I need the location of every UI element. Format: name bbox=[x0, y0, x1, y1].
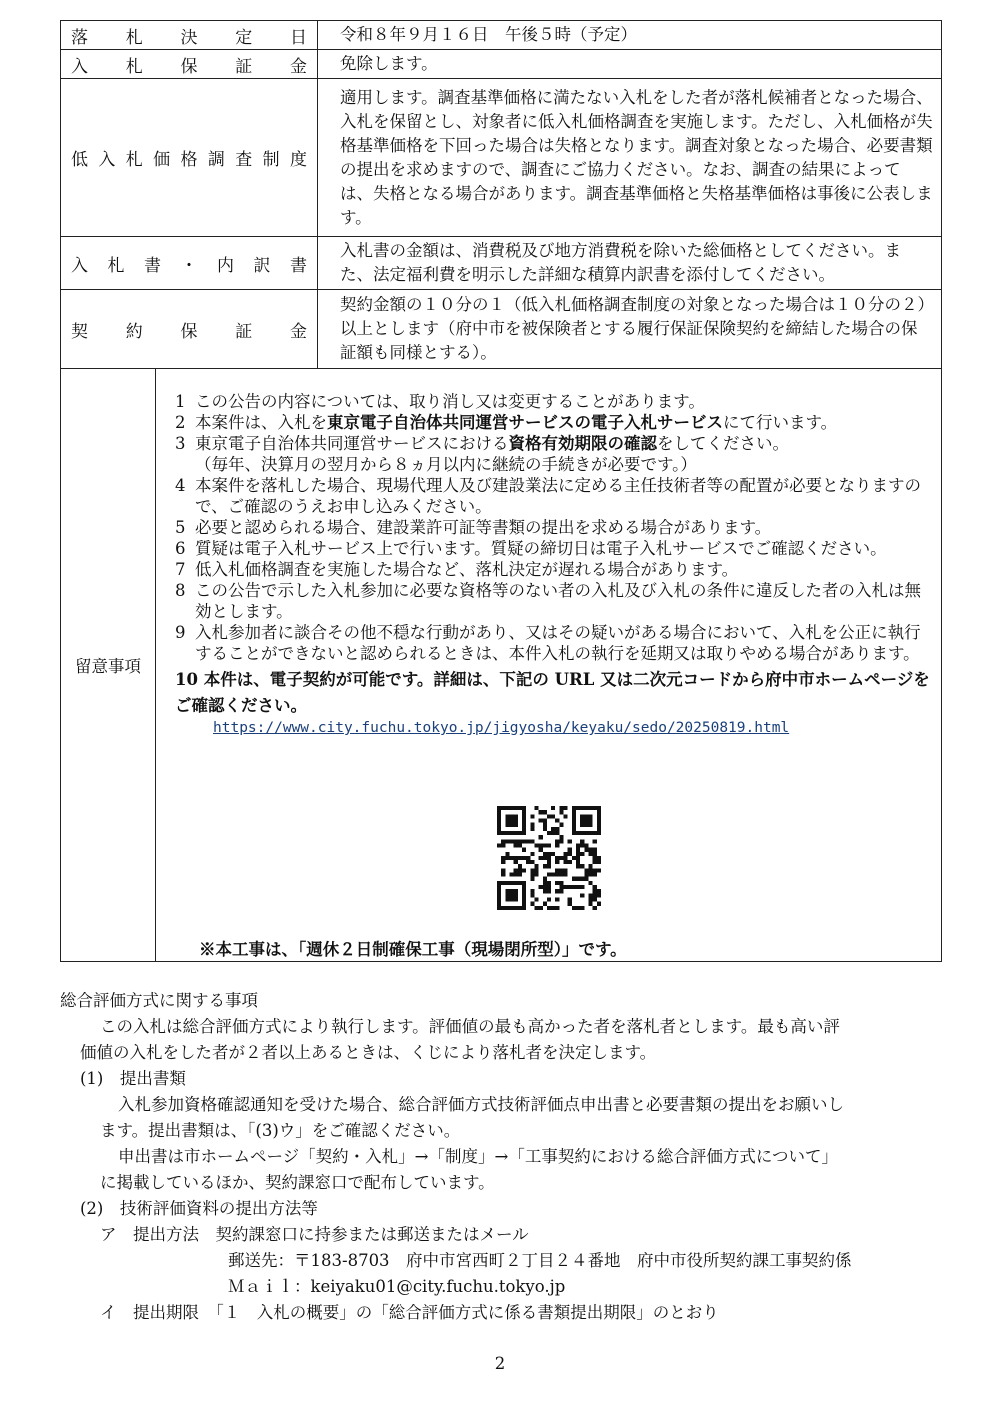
note-number: 7 bbox=[175, 560, 186, 579]
label-char: 約 bbox=[125, 321, 143, 342]
label-char: 金 bbox=[290, 56, 307, 77]
paragraph-line: この入札は総合評価方式により執行します。評価値の最も高かった者を落札者とします。最も高い評 bbox=[100, 1017, 840, 1036]
note-number: 8 bbox=[175, 581, 186, 600]
spread-label bbox=[71, 317, 307, 342]
row-label bbox=[61, 21, 318, 50]
subsection-heading: (1) 提出書類 bbox=[80, 1069, 186, 1088]
note-number: 10 bbox=[175, 670, 198, 689]
note-text: この公告で示した入札参加に必要な資格等のない者の入札及び入札の条件に違反した者の入札は無効とします。 bbox=[195, 581, 921, 621]
notes-section bbox=[60, 369, 942, 962]
table-row bbox=[61, 21, 942, 50]
note-text: 本件は、電子契約が可能です。詳細は、下記の URL 又は二次元コードから府中市ホームページをご確認ください。 bbox=[175, 670, 930, 715]
qr-code-icon bbox=[497, 806, 601, 910]
notes-label: 留意事項 bbox=[61, 369, 156, 961]
table-row bbox=[61, 50, 942, 79]
row-label bbox=[61, 79, 318, 237]
mailing-address: 郵送先：〒183-8703 府中市宮西町２丁目２４番地 府中市役所契約課工事契約係 bbox=[228, 1251, 852, 1270]
note-number: 3 bbox=[175, 434, 186, 453]
row-label bbox=[61, 50, 318, 79]
spread-label bbox=[71, 145, 307, 170]
note-emphasis: 東京電子自治体共同運営サービスの電子入札サービス bbox=[327, 413, 723, 432]
label-char: 書 bbox=[290, 255, 307, 276]
note-text: 入札参加者に談合その他不穏な行動があり、又はその疑いがある場合において、入札を公正に執行することができないと認められるときは、本件入札の執行を延期又は取りやめる場合があります。 bbox=[195, 623, 921, 663]
note-item bbox=[175, 391, 935, 412]
note-item bbox=[175, 667, 935, 719]
row-label bbox=[61, 290, 318, 369]
label-char: 日 bbox=[290, 27, 307, 48]
row-value: 入札書の金額は、消費税及び地方消費税を除いた総価格としてください。また、法定福利費を明示した詳細な積算内訳書を添付してください。 bbox=[318, 237, 942, 290]
note-text: 必要と認められる場合、建設業許可証等書類の提出を求める場合があります。 bbox=[195, 518, 772, 537]
label-char: 札 bbox=[125, 27, 143, 48]
note-item bbox=[175, 475, 935, 517]
label-char: 札 bbox=[125, 56, 143, 77]
subsection-heading: (2) 技術評価資料の提出方法等 bbox=[80, 1199, 318, 1218]
note-subtext: （毎年、決算月の翌月から８ヵ月以内に継続の手続きが必要です。） bbox=[195, 455, 697, 474]
label-char: 入 bbox=[71, 56, 88, 77]
row-value: 契約金額の１０分の１（低入札価格調査制度の対象となった場合は１０分の２）以上とします（府中市を被保険者とする履行保証保険契約を締結した場合の保証額も同様とする）。 bbox=[318, 290, 942, 369]
evaluation-section bbox=[60, 988, 940, 1326]
row-label bbox=[61, 237, 318, 290]
note-item bbox=[175, 433, 935, 454]
row-value: 免除します。 bbox=[318, 50, 942, 79]
label-char: 定 bbox=[235, 27, 253, 48]
paragraph-line: 価値の入札をした者が２者以上あるときは、くじにより落札者を決定します。 bbox=[80, 1043, 657, 1062]
label-char: 格 bbox=[180, 150, 198, 170]
table-row bbox=[61, 290, 942, 369]
label-char: 内 bbox=[217, 255, 234, 276]
label-char: 書 bbox=[144, 255, 161, 276]
page-number: 2 bbox=[494, 1354, 506, 1373]
note-item bbox=[175, 580, 935, 622]
note-number: 2 bbox=[175, 413, 186, 432]
note-text: 質疑は電子入札サービス上で行います。質疑の締切日は電子入札サービスでご確認ください。 bbox=[195, 539, 887, 558]
label-char: 金 bbox=[290, 321, 307, 342]
paragraph-line: に掲載しているほか、契約課窓口で配布しています。 bbox=[100, 1173, 495, 1192]
note-item bbox=[175, 622, 935, 664]
label-char: 度 bbox=[290, 150, 307, 170]
section-heading: 総合評価方式に関する事項 bbox=[60, 991, 258, 1010]
table-row bbox=[61, 79, 942, 237]
note-item bbox=[175, 538, 935, 559]
label-char: 査 bbox=[235, 150, 253, 170]
note-text-part: 東京電子自治体共同運営サービスにおける bbox=[195, 434, 509, 453]
note-number: 1 bbox=[175, 392, 186, 411]
paragraph-line: 申出書は市ホームページ「契約・入札」→「制度」→「工事契約における総合評価方式について」 bbox=[118, 1147, 838, 1166]
list-item: ア 提出方法 契約課窓口に持参または郵送またはメール bbox=[100, 1225, 529, 1244]
note-text-part: 本案件は、入札を bbox=[195, 413, 327, 432]
note-text bbox=[195, 433, 935, 454]
spread-label bbox=[71, 251, 307, 276]
note-number: 5 bbox=[175, 518, 186, 537]
label-char: 証 bbox=[235, 321, 253, 342]
label-char: 制 bbox=[262, 150, 280, 170]
label-char: 入 bbox=[98, 150, 116, 170]
label-char: ・ bbox=[180, 255, 198, 276]
note-number: 9 bbox=[175, 623, 186, 642]
label-char: 保 bbox=[180, 321, 198, 342]
note-item bbox=[175, 559, 935, 580]
notice-text: ※本工事は、「週休２日制確保工事（現場閉所型）」です。 bbox=[199, 940, 627, 959]
row-value: 令和８年９月１６日 午後５時（予定） bbox=[318, 21, 942, 50]
label-char: 保 bbox=[180, 56, 198, 77]
note-text-part: にて行います。 bbox=[723, 413, 838, 432]
label-char: 調 bbox=[207, 150, 225, 170]
label-char: 決 bbox=[180, 27, 198, 48]
label-char: 訳 bbox=[253, 255, 271, 276]
label-char: 低 bbox=[71, 150, 88, 170]
email-address: Ｍａｉｌ：keiyaku01@city.fuchu.tokyo.jp bbox=[228, 1277, 566, 1296]
homepage-link[interactable]: https://www.city.fuchu.tokyo.jp/jigyosha/keyaku/sedo/20250819.html bbox=[213, 720, 790, 736]
label-char: 証 bbox=[235, 56, 253, 77]
label-char: 札 bbox=[125, 150, 143, 170]
label-char: 落 bbox=[71, 27, 88, 48]
paragraph-line: 入札参加資格確認通知を受けた場合、総合評価方式技術評価点申出書と必要書類の提出をお願いし bbox=[118, 1095, 844, 1114]
note-text: 本案件を落札した場合、現場代理人及び建設業法に定める主任技術者等の配置が必要となりますので、ご確認のうえお申し込みください。 bbox=[195, 476, 921, 516]
list-item: イ 提出期限 「１ 入札の概要」の「総合評価方式に係る書類提出期限」のとおり bbox=[100, 1303, 719, 1322]
note-text bbox=[195, 412, 935, 433]
note-item bbox=[175, 517, 935, 538]
notes-list bbox=[175, 391, 935, 736]
note-text-part: をしてください。 bbox=[657, 434, 789, 453]
label-char: 価 bbox=[153, 150, 171, 170]
paragraph-line: ます。提出書類は、「(3)ウ」をご確認ください。 bbox=[100, 1121, 461, 1140]
spread-label bbox=[71, 52, 307, 77]
note-number: 6 bbox=[175, 539, 186, 558]
note-emphasis: 資格有効期限の確認 bbox=[508, 434, 657, 453]
note-item bbox=[175, 412, 935, 433]
row-value: 適用します。調査基準価格に満たない入札をした者が落札候補者となった場合、入札を保留とし、対象者に低入札価格調査を実施します。ただし、入札価格が失格基準価格を下回った場合は失格となります。調査対象となった場合、必要書類の提出を求めますので、調査にご協力ください。なお、調査の結果によっては、失格となる場合があります。調査基準価格と失格基準価格は事後に公表します。 bbox=[318, 79, 942, 237]
note-text: この公告の内容については、取り消し又は変更することがあります。 bbox=[195, 392, 705, 411]
note-text: 低入札価格調査を実施した場合など、落札決定が遅れる場合があります。 bbox=[195, 560, 739, 579]
bid-info-table bbox=[60, 20, 942, 369]
spread-label bbox=[71, 23, 307, 48]
label-char: 札 bbox=[107, 255, 125, 276]
label-char: 契 bbox=[71, 321, 88, 342]
label-char: 入 bbox=[71, 255, 88, 276]
table-row bbox=[61, 237, 942, 290]
note-number: 4 bbox=[175, 476, 186, 495]
